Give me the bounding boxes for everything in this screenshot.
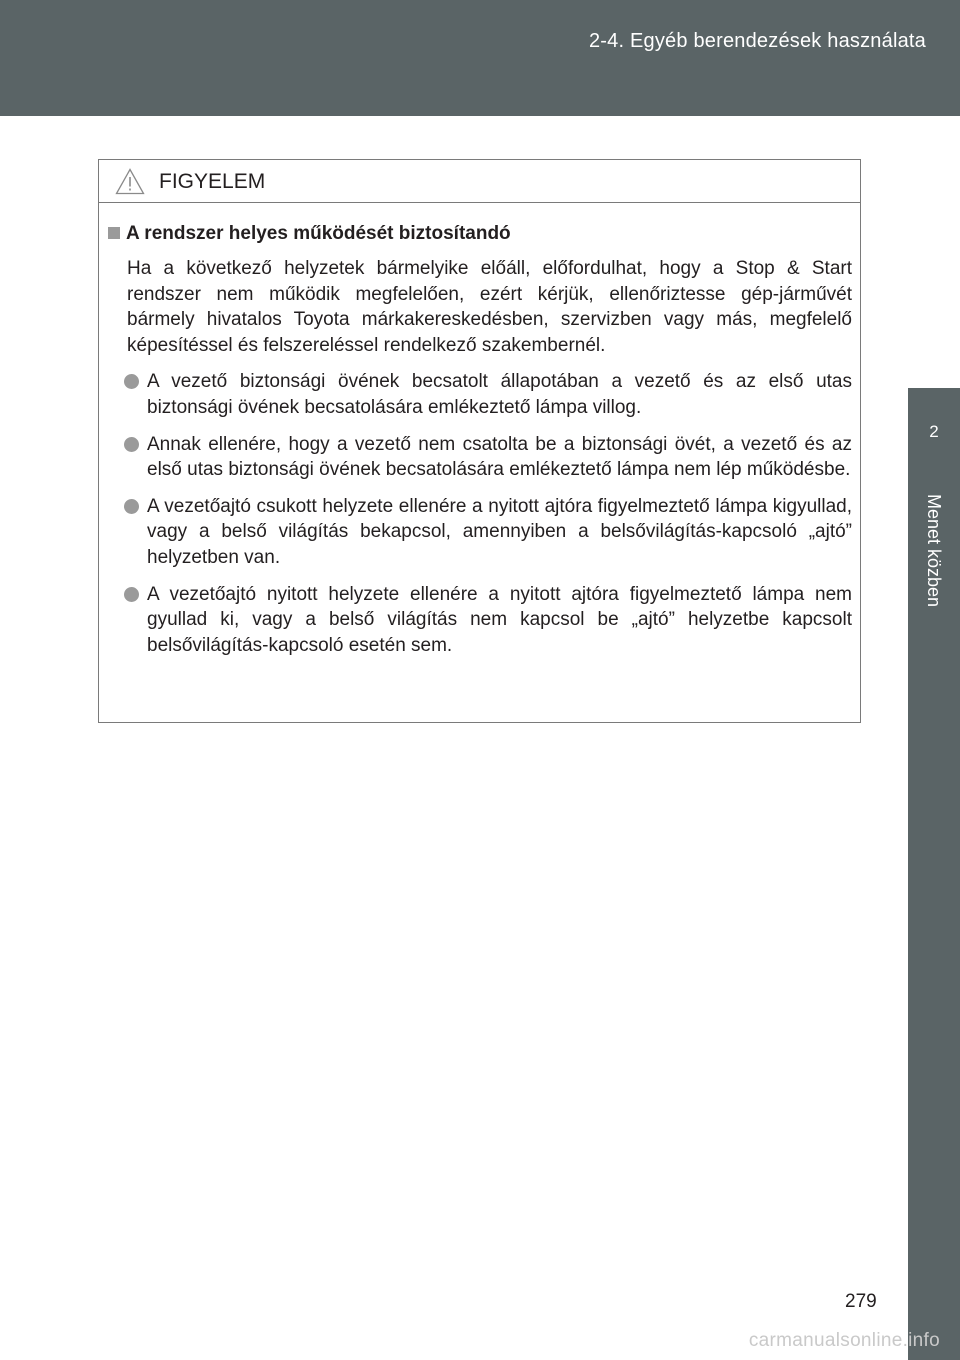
chapter-number: 2 bbox=[929, 422, 939, 441]
warning-subheading bbox=[107, 221, 852, 247]
list-item bbox=[147, 582, 852, 659]
chapter-label: Menet közben bbox=[924, 494, 944, 608]
warning-triangle-icon bbox=[115, 168, 145, 195]
list-item-text: A vezetőajtó csukott helyzete ellenére a nyitott ajtóra figyelmeztető lámpa kigyullad, vagy a belső világítás bekapcsol, amennyiben a belsővilágítás-kapcsoló „ajtó” helyzetben van. bbox=[147, 495, 852, 568]
bullet-dot-icon bbox=[124, 587, 139, 602]
subheading-text: A rendszer helyes működését biztosítandó bbox=[126, 223, 511, 244]
warning-box bbox=[98, 159, 861, 723]
warning-header bbox=[99, 160, 860, 203]
list-item-text: A vezető biztonsági övének becsatolt állapotában a vezető és az első utas biztonsági övének becsatolására emlékeztető lámpa villog. bbox=[147, 371, 852, 418]
warning-body bbox=[99, 203, 860, 658]
list-item-text: Annak ellenére, hogy a vezető nem csatolta be a biztonsági övét, a vezető és az első utas biztonsági övének becsatolására emlékeztető lámpa nem lép működésbe. bbox=[147, 433, 852, 481]
warning-title: FIGYELEM bbox=[159, 170, 266, 193]
section-title: 2-4. Egyéb berendezések használata bbox=[588, 30, 926, 52]
chapter-tab bbox=[908, 388, 960, 480]
intro-paragraph: Ha a következő helyzetek bármelyike előáll, előfordulhat, hogy a Stop & Start rendszer nem működik megfelelően, ezért kérjük, ellenőriztesse gép-járművét bármely hivatalos Toyota márkakereskedésben, szervizben vagy más, megfelelő képesítéssel és felszereléssel rendelkező szakembernél. bbox=[127, 258, 852, 356]
page-number: 279 bbox=[845, 1291, 877, 1312]
list-item bbox=[147, 494, 852, 571]
bullet-dot-icon bbox=[124, 499, 139, 514]
watermark: carmanualsonline.info bbox=[748, 1330, 940, 1351]
bullet-dot-icon bbox=[124, 437, 139, 452]
list-item bbox=[147, 369, 852, 420]
chapter-strip bbox=[908, 480, 960, 1360]
bullet-dot-icon bbox=[124, 374, 139, 389]
header-bar bbox=[0, 0, 960, 116]
list-item-text: A vezetőajtó nyitott helyzete ellenére a nyitott ajtóra figyelmeztető lámpa nem gyullad ki, vagy a belső világítás nem kapcsol be „ajtó” helyzetbe kapcsolt belsővilágítás-kapcsoló esetén sem. bbox=[147, 583, 852, 656]
list-item bbox=[147, 432, 852, 483]
square-bullet-icon bbox=[108, 227, 120, 239]
